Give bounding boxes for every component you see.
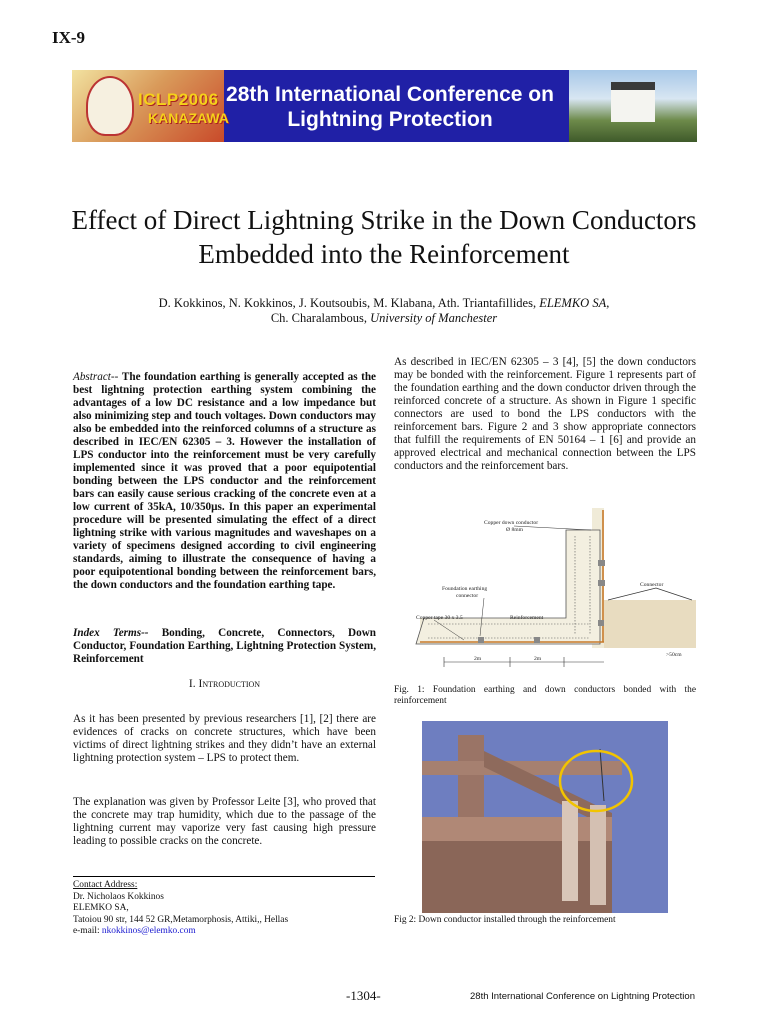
author-list-2: Ch. Charalambous,: [270, 311, 367, 325]
authors: [60, 296, 708, 326]
label-tape: Copper tape 30 x 3.5: [416, 615, 463, 621]
footer-conference: 28th International Conference on Lightning Protection: [470, 991, 695, 1002]
label-leader-down-conductor: [514, 526, 591, 530]
foundation-earthing-diagram: [394, 508, 696, 680]
contact-heading: Contact Address:: [73, 880, 138, 890]
abstract-text: The foundation earthing is generally accepted as the best lightning protection earthing system combining the advantages of a low DC resistance and a low impedance but also minimizing step and touch voltages. Down conductors may also be embedded into the reinforced columns of a structure as described in IEC/EN 62305 – 3. However the installation of LPS conductor into the reinforcement must be very carefully implemented since it was proved that a poor equipotential bonding between the LPS conductor and the reinforcement bars can easily cause serious cracking of the concrete even at a low current of 35kA, 10/350μs. In this paper an experimental procedure will be presented simulating the effect of a direct lightning strike with various magnitudes and waveshapes on a variety of specimens designed according to civil engineering standards, aiming to illustrate the consequence of having a poor equipotentional bonding between the reinforcement bars, the down conductors and the foundation earthing tape.: [73, 371, 377, 591]
connector-marker-2: [598, 580, 605, 586]
banner-title: 28th International Conference on Lightning Protection: [226, 83, 554, 131]
label-reinforcement: Reinforcement: [510, 615, 544, 621]
email-link[interactable]: nkokkinos@elemko.com: [101, 926, 196, 936]
figure-1-caption: Fig. 1: Foundation earthing and down conductors bonded with the reinforcement: [394, 685, 696, 706]
page-label: IX-9: [52, 28, 86, 47]
index-terms-text: Bonding, Concrete, Connectors, Down Conductor, Foundation Earthing, Lightning Protection System, Reinforcement: [73, 627, 376, 665]
intro-paragraph-2: The explanation was given by Professor Leite [3], who proved that the concrete may trap humidity, which due to the passage of the lightning current may vaporize very fast causing high pressure leading to possible cracks on the concrete.: [73, 796, 376, 847]
rebar-cage-2: [590, 805, 606, 905]
castle-icon: [611, 82, 655, 122]
contact-company: ELEMKO SA,: [73, 903, 129, 913]
label-foundation-1: Foundation earthing: [442, 586, 488, 592]
foundation-connector-1: [478, 637, 484, 643]
affiliation-2: University of Manchester: [370, 311, 498, 325]
section-heading: I. Introduction: [188, 678, 261, 690]
email-label: e-mail:: [73, 926, 100, 936]
contact-footnote: [73, 880, 376, 938]
label-depth: >50cm: [666, 652, 682, 658]
label-spacing-1: 2m: [474, 656, 482, 662]
connector-marker-3: [598, 620, 605, 626]
construction-photo: [422, 721, 668, 913]
conference-banner: [72, 70, 697, 142]
figure-2-caption: Fig 2: Down conductor installed through the reinforcement: [394, 915, 616, 925]
label-spacing-2: 2m: [534, 656, 542, 662]
paper-title: Effect of Direct Lightning Strike in the Down Conductors Embedded into the Reinforcement: [71, 205, 697, 269]
label-diameter: Ø 8mm: [506, 527, 523, 533]
rebar-cage-1: [562, 801, 578, 901]
banner-logo-subtext: KANAZAWA: [148, 110, 229, 126]
castle-photo: [569, 70, 697, 142]
soil-block: [604, 600, 696, 648]
slab-edge: [422, 817, 612, 841]
demon-figure-icon: [86, 76, 134, 136]
index-terms: [73, 627, 376, 666]
right-column-paragraph: As described in IEC/EN 62305 – 3 [4], [5] the down conductors may be bonded with the reinforcement. Figure 1 represents part of the foundation earthing and the down conductor driven through the reinforced concrete of a structure. As shown in Figure 1 specific connectors are used to bond the LPS conductors with the reinforcement bars. Figure 2 and 3 show appropriate connectors that fulfill the requirements of EN 50164 – 1 [6] and provide an approved electrical and mechanical connection between the LPS conductors and the reinforcement bars.: [394, 356, 696, 472]
label-foundation-2: connector: [456, 593, 479, 599]
contact-name: Dr. Nicholaos Kokkinos: [73, 891, 164, 902]
label-connector: Connector: [640, 582, 664, 588]
connector-leader: [608, 588, 692, 600]
foundation-connector-2: [534, 637, 540, 643]
lower-structure: [422, 841, 612, 913]
footnote-divider: [73, 876, 375, 877]
contact-address: Tatoiou 90 str, 144 52 GR,Metamorphosis, Attiki,, Hellas: [73, 914, 289, 925]
banner-logo-art: [72, 70, 229, 142]
figure-1: [394, 508, 696, 680]
intro-paragraph-1: As it has been presented by previous researchers [1], [2] there are evidences of cracks on concrete structures, which have been victims of direct lightning strikes and they didn’t have an external lightning protection system – LPS to protect them.: [73, 713, 376, 764]
contact-email-line: [73, 926, 376, 938]
affiliation-1: ELEMKO SA,: [539, 296, 610, 310]
abstract-label: Abstract--: [73, 371, 119, 383]
abstract: [73, 371, 376, 592]
connector-marker-1: [598, 560, 605, 566]
page-number: -1304-: [346, 988, 381, 1003]
author-list-1: D. Kokkinos, N. Kokkinos, J. Koutsoubis, M. Klabana, Ath. Triantafillides,: [158, 296, 537, 310]
banner-logo-text: ICLP2006: [138, 90, 219, 109]
label-down-conductor: Copper down conductor: [484, 520, 539, 526]
index-terms-label: Index Terms--: [73, 627, 149, 639]
figure-2-photo: [422, 721, 668, 913]
